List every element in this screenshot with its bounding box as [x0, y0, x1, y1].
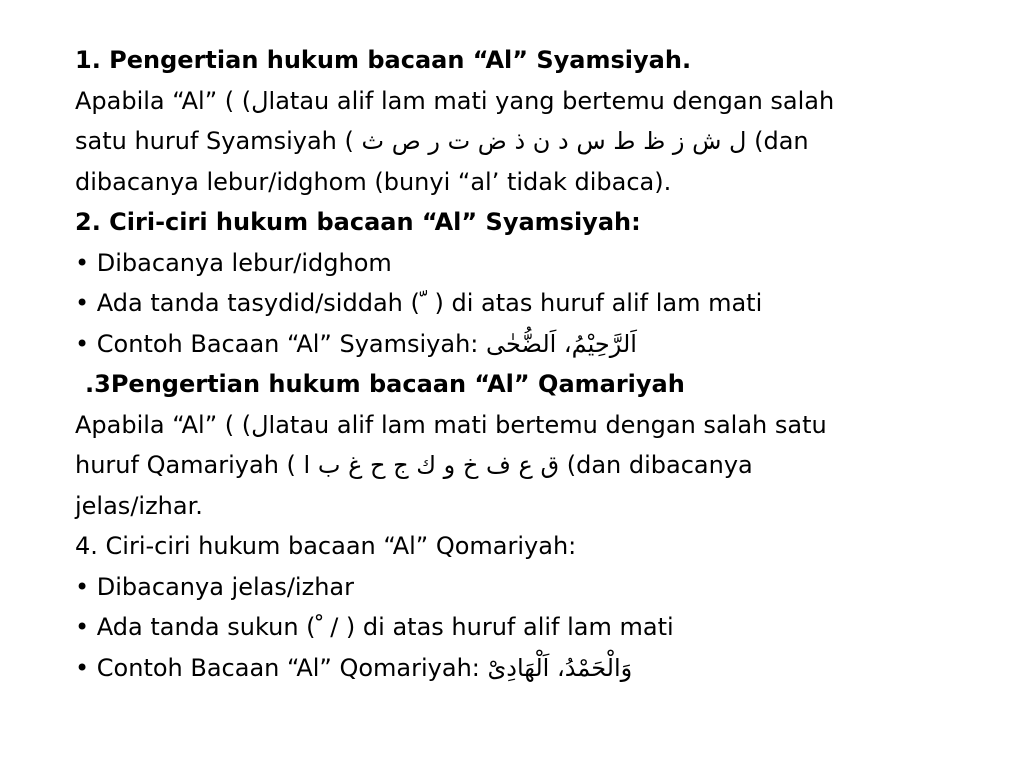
section-2-bullet-3: [75, 324, 955, 365]
section-1-heading: [75, 40, 955, 81]
s4-example-arabic: وَالْحَمْدُ، اَلْهَادِىْ: [487, 653, 633, 682]
s4-bullet-2-text-a: • Ada tanda sukun (: [75, 613, 316, 641]
section-2-heading: [75, 202, 955, 243]
section-3-paragraph-line-2: [75, 445, 955, 486]
s1-text-d: dan: [763, 127, 809, 155]
s2-bullet-1-text: • Dibacanya lebur/idghom: [75, 248, 392, 277]
s4-bullet-3-text: • Contoh Bacaan “Al” Qomariyah:: [75, 653, 488, 682]
s3-text-a: Apabila “Al” ( (: [75, 410, 252, 439]
section-3-paragraph-line-3: [75, 486, 955, 527]
section-1-paragraph-line-3: [75, 162, 955, 203]
section-3-paragraph-line-1: [75, 405, 955, 446]
section-4-bullet-1: [75, 567, 955, 608]
s3-text-d: dan dibacanya: [576, 451, 753, 479]
section-1-heading-text: 1. Pengertian hukum bacaan “Al” Syamsiyah.: [75, 46, 692, 74]
s2-bullet-3-text: • Contoh Bacaan “Al” Syamsiyah:: [75, 329, 487, 358]
s4-bullet-1-text: • Dibacanya jelas/izhar: [75, 572, 354, 601]
s1-arabic-al: ال: [251, 86, 276, 115]
s1-text-b: atau alif lam mati yang bertemu dengan salah: [275, 86, 835, 115]
s2-bullet-2-text-a: • Ada tanda tasydid/siddah (: [75, 289, 420, 317]
section-4-bullet-3: [75, 648, 955, 689]
slide-content: [75, 40, 955, 688]
s1-syamsiyah-letters: ) ل ش ز ظ ط س د ن ذ ض ت ر ص ث: [361, 127, 764, 155]
section-1-paragraph-line-2: [75, 121, 955, 162]
section-1-paragraph-line-1: [75, 81, 955, 122]
section-2-bullet-2: [75, 283, 955, 324]
section-2-heading-text: 2. Ciri-ciri hukum bacaan “Al” Syamsiyah:: [75, 208, 641, 236]
s3-text-c: huruf Qamariyah (: [75, 451, 304, 479]
s3-arabic-al: ال: [251, 410, 276, 439]
s1-text-a: Apabila “Al” ( (: [75, 86, 252, 115]
s3-qamariyah-letters: ) ق ع ف خ و ك ج ح غ ب ا: [303, 451, 577, 479]
s3-text-e: jelas/izhar.: [75, 491, 203, 520]
tasydid-mark: ّ: [419, 289, 435, 317]
section-3-heading-text: Pengertian hukum bacaan “Al” Qamariyah: [110, 370, 685, 398]
section-4-heading-text: 4. Ciri-ciri hukum bacaan “Al” Qomariyah:: [75, 532, 577, 560]
section-3-heading: [75, 364, 955, 405]
sukun-mark: ْ: [315, 613, 331, 641]
s2-example-arabic: اَلرَّحِيْمُ، اَلضُّحٰى: [486, 329, 637, 358]
section-3-heading-number: .3: [85, 370, 111, 398]
section-4-bullet-2: [75, 607, 955, 648]
s3-text-b: atau alif lam mati bertemu dengan salah satu: [275, 410, 827, 439]
s2-bullet-2-text-b: ) di atas huruf alif lam mati: [434, 289, 763, 317]
s1-text-c: satu huruf Syamsiyah (: [75, 127, 362, 155]
section-2-bullet-1: [75, 243, 955, 284]
section-4-heading: [75, 526, 955, 567]
s1-text-e: dibacanya lebur/idghom (bunyi “al’ tidak dibaca).: [75, 167, 672, 196]
s4-bullet-2-text-b: / ) di atas huruf alif lam mati: [330, 613, 674, 641]
